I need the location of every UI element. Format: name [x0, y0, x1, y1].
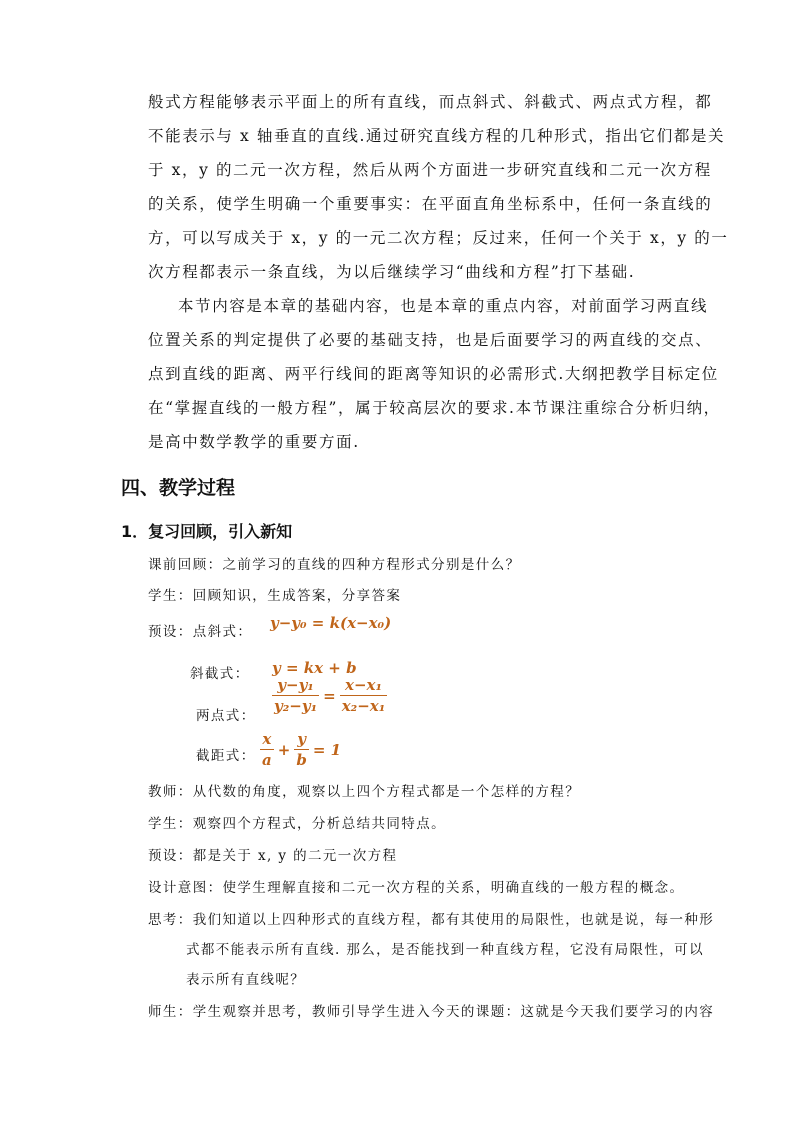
think-line-3: 表示所有直线呢？: [186, 972, 306, 988]
think-line-2: 式都不能表示所有直线. 那么，是否能找到一种直线方程，它没有局限性，可以: [186, 942, 704, 958]
para2-line1: 本节内容是本章的基础内容，也是本章的重点内容，对前面学习两直线: [178, 297, 709, 315]
para2-line3: 点到直线的距离、两平行线间的距离等知识的必需形式.大纲把教学目标定位: [148, 365, 719, 383]
teacher-question: 教师：从代数的角度，观察以上四个方程式都是一个怎样的方程？: [148, 784, 581, 800]
two-point-right-denominator: x₂−x₁: [341, 697, 386, 715]
review-question: 课前回顾：之前学习的直线的四种方程形式分别是什么？: [148, 557, 521, 573]
design-intent: 设计意图：使学生理解直接和二元一次方程的关系，明确直线的一般方程的概念。: [148, 880, 685, 896]
para2-line4: 在“掌握直线的一般方程”，属于较高层次的要求.本节课注重综合分析归纳，: [148, 399, 721, 417]
intercept-denominator-b: b: [296, 751, 307, 769]
two-point-right-fraction: [340, 676, 388, 715]
two-point-label: 两点式：: [196, 708, 256, 724]
intercept-denominator-a: a: [262, 751, 272, 769]
intercept-plus: +: [277, 740, 291, 759]
para1-line5: 方，可以写成关于 x，y 的一元二次方程；反过来，任何一个关于 x，y 的一: [148, 229, 729, 247]
para1-line6: 次方程都表示一条直线，为以后继续学习“曲线和方程”打下基础.: [148, 263, 636, 281]
two-point-left-denominator: y₂−y₁: [274, 697, 318, 715]
two-point-formula: [272, 676, 387, 715]
section-title: 四、教学过程: [121, 477, 236, 499]
point-slope-formula: y−y₀ = k(x−x₀): [270, 614, 392, 632]
intercept-numerator-x: x: [260, 730, 274, 750]
intercept-numerator-y: y: [294, 730, 309, 750]
intercept-formula: [260, 730, 341, 769]
para1-line4: 的关系，使学生明确一个重要事实：在平面直角坐标系中，任何一条直线的: [148, 195, 713, 213]
para1-line3: 于 x，y 的二元一次方程，然后从两个方面进一步研究直线和二元一次方程: [148, 161, 712, 179]
para1-line2: 不能表示与 x 轴垂直的直线.通过研究直线方程的几种形式，指出它们都是关: [148, 127, 726, 145]
para2-line5: 是高中数学教学的重要方面.: [148, 433, 360, 451]
student-answer-1: 学生：回顾知识，生成答案，分享答案: [148, 588, 402, 604]
slope-intercept-label: 斜截式：: [190, 666, 250, 682]
intercept-fraction-b: [294, 730, 309, 769]
intercept-rhs: = 1: [312, 740, 342, 759]
student-answer-2: 学生：观察四个方程式，分析总结共同特点。: [148, 816, 446, 832]
intercept-label: 截距式：: [196, 748, 256, 764]
para2-line2: 位置关系的判定提供了必要的基础支持，也是后面要学习的两直线的交点、: [148, 331, 713, 349]
preset-answer-2: 预设：都是关于 x, y 的二元一次方程: [148, 848, 398, 864]
two-point-left-fraction: [272, 676, 319, 715]
preset-point-slope-label: 预设：点斜式：: [148, 624, 253, 640]
teacher-student-line: 师生：学生观察并思考，教师引导学生进入今天的课题：这就是今天我们要学习的内容: [148, 1004, 715, 1020]
subsection-title: 1．复习回顾，引入新知: [121, 522, 293, 541]
two-point-right-numerator: x−x₁: [340, 676, 388, 696]
intercept-fraction-a: [260, 730, 274, 769]
para1-line1: 般式方程能够表示平面上的所有直线，而点斜式、斜截式、两点式方程，都: [148, 93, 713, 111]
think-line-1: 思考：我们知道以上四种形式的直线方程，都有其使用的局限性，也就是说，每一种形: [148, 912, 715, 928]
slope-intercept-formula: y = kx + b: [272, 659, 357, 677]
two-point-equals: =: [323, 686, 336, 705]
two-point-left-numerator: y−y₁: [272, 676, 319, 696]
